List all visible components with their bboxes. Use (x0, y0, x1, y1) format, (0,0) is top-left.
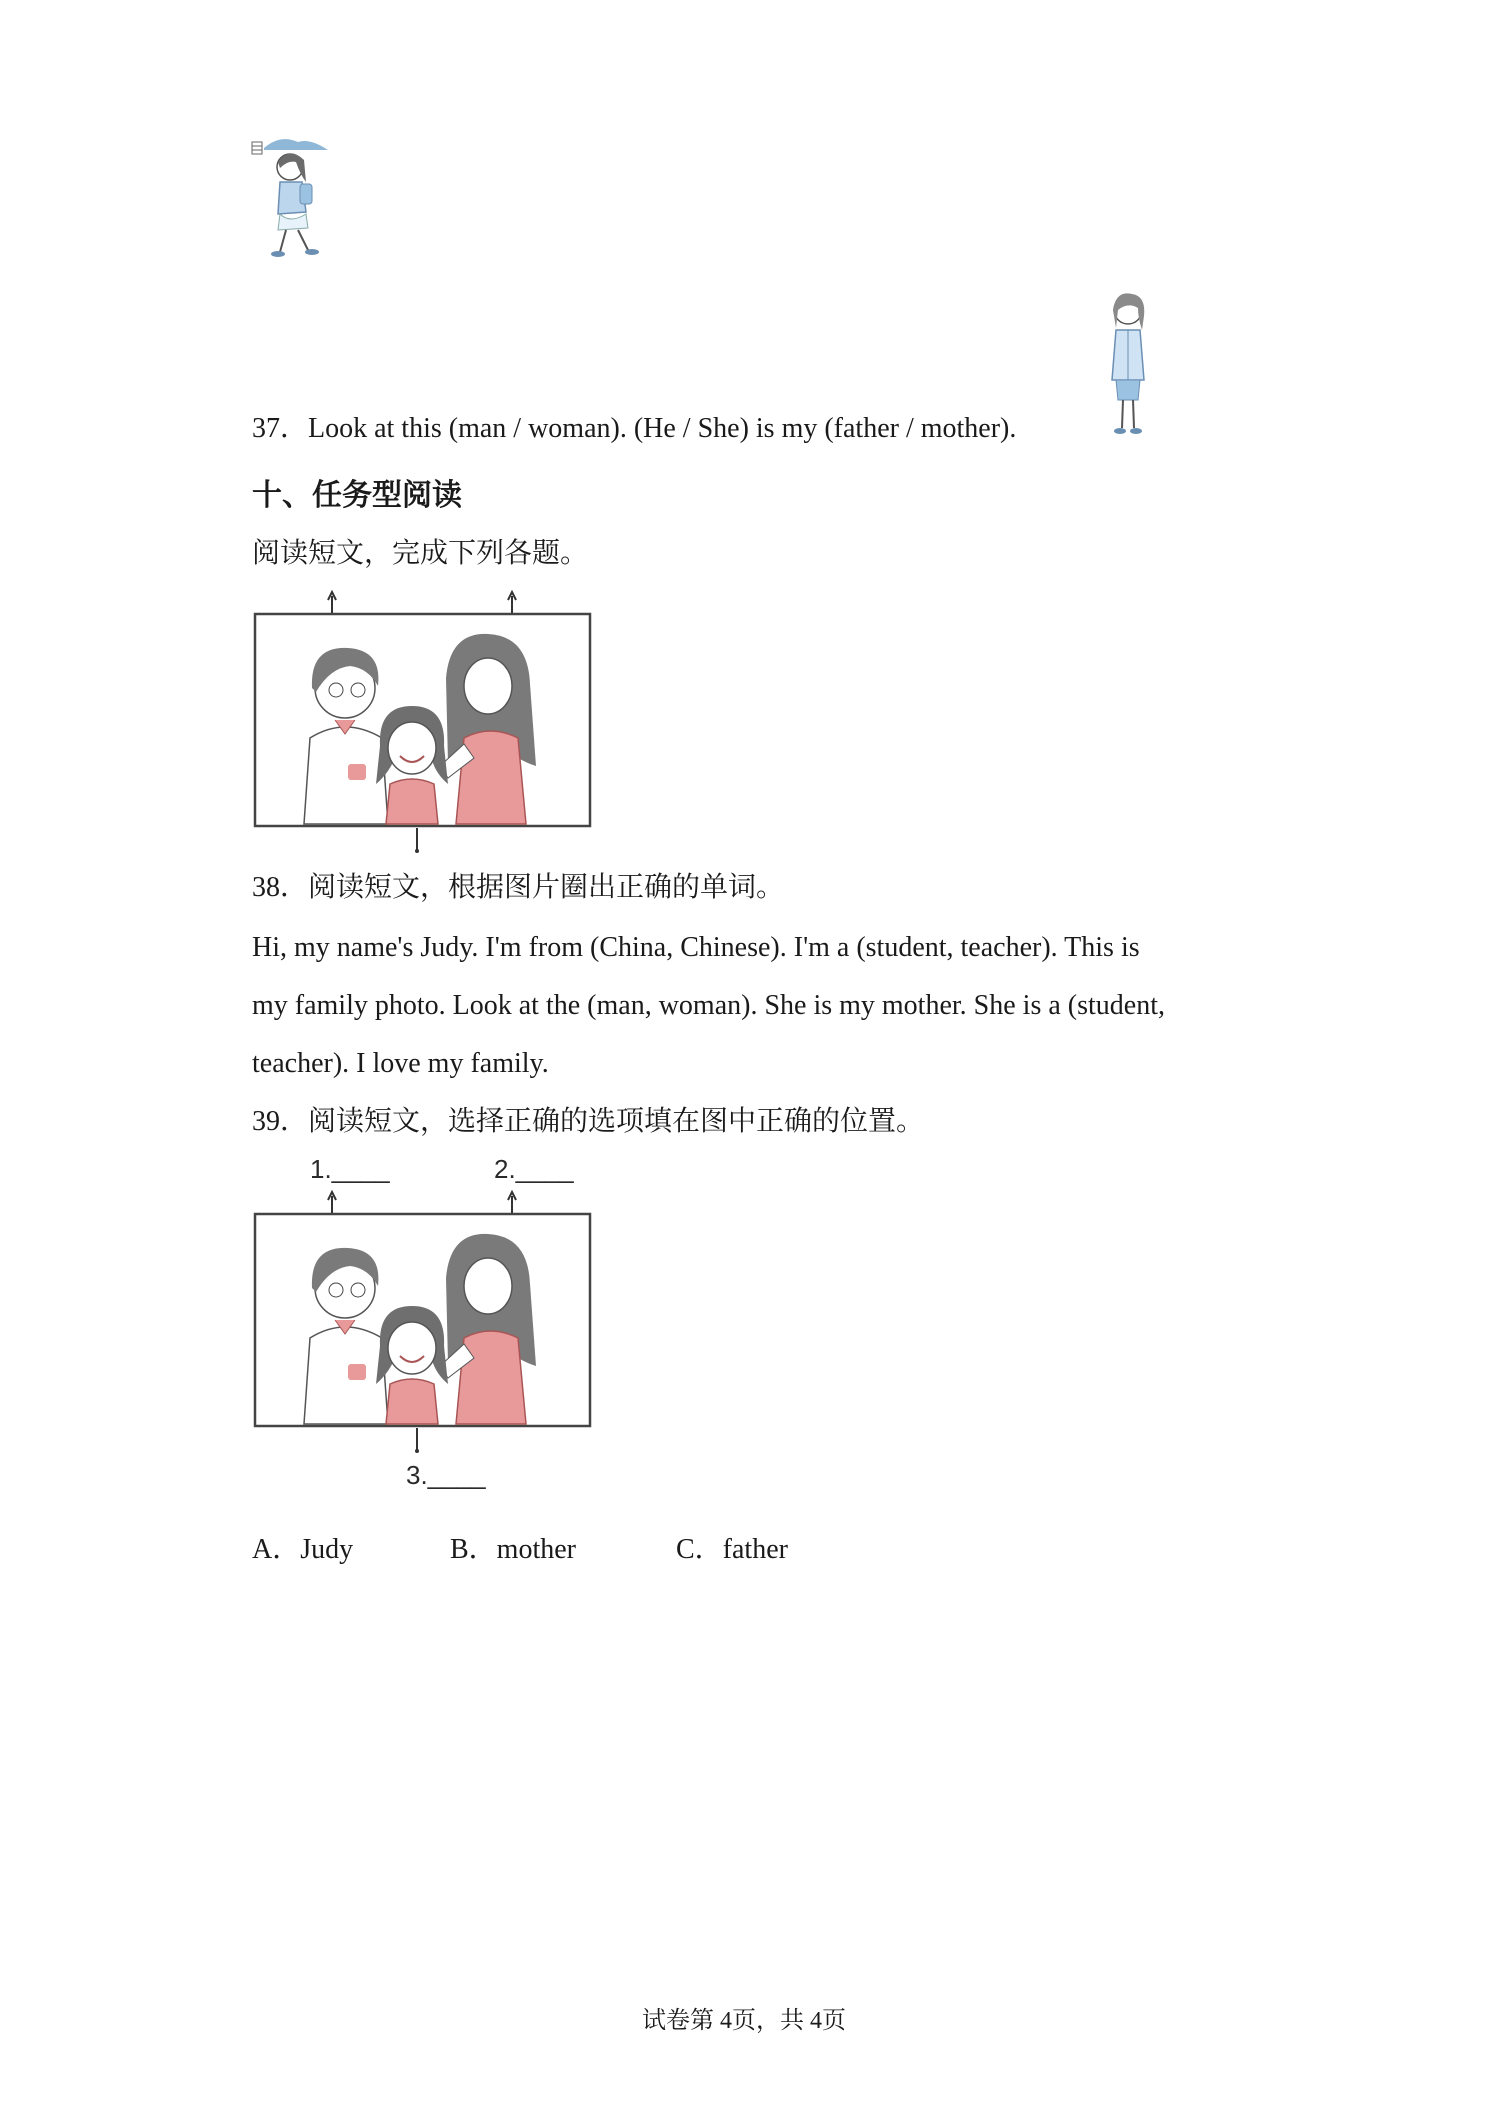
question-37: 37．Look at this (man / woman). (He / She) is my (father / mother). (252, 413, 1017, 444)
option-b: B．mother (450, 1534, 576, 1565)
question-38-title: 38．阅读短文，根据图片圈出正确的单词。 (252, 872, 785, 903)
question-38-line-1: Hi, my name's Judy. I'm from (China, Chinese). I'm a (student, teacher). This is (252, 932, 1140, 963)
option-a: A．Judy (252, 1534, 354, 1565)
section-instruction: 阅读短文，完成下列各题。 (252, 538, 589, 569)
family-photo-1 (250, 588, 600, 858)
question-39-title: 39．阅读短文，选择正确的选项填在图中正确的位置。 (252, 1106, 925, 1137)
question-38-line-3: teacher). I love my family. (252, 1048, 549, 1079)
walking-girl-illustration (250, 132, 350, 262)
section-title: 十、任务型阅读 (252, 479, 462, 512)
standing-woman-illustration (1098, 288, 1158, 438)
question-38-line-2: my family photo. Look at the (man, woman). She is my mother. She is a (student, (252, 990, 1165, 1021)
family-photo-2 (250, 1188, 600, 1458)
page-footer: 试卷第 4页，共 4页 (642, 2008, 846, 2034)
label-1-blank: 1.____ (310, 1154, 390, 1184)
label-3-blank: 3.____ (406, 1460, 486, 1490)
label-2-blank: 2.____ (494, 1154, 574, 1184)
option-c: C．father (676, 1534, 788, 1565)
